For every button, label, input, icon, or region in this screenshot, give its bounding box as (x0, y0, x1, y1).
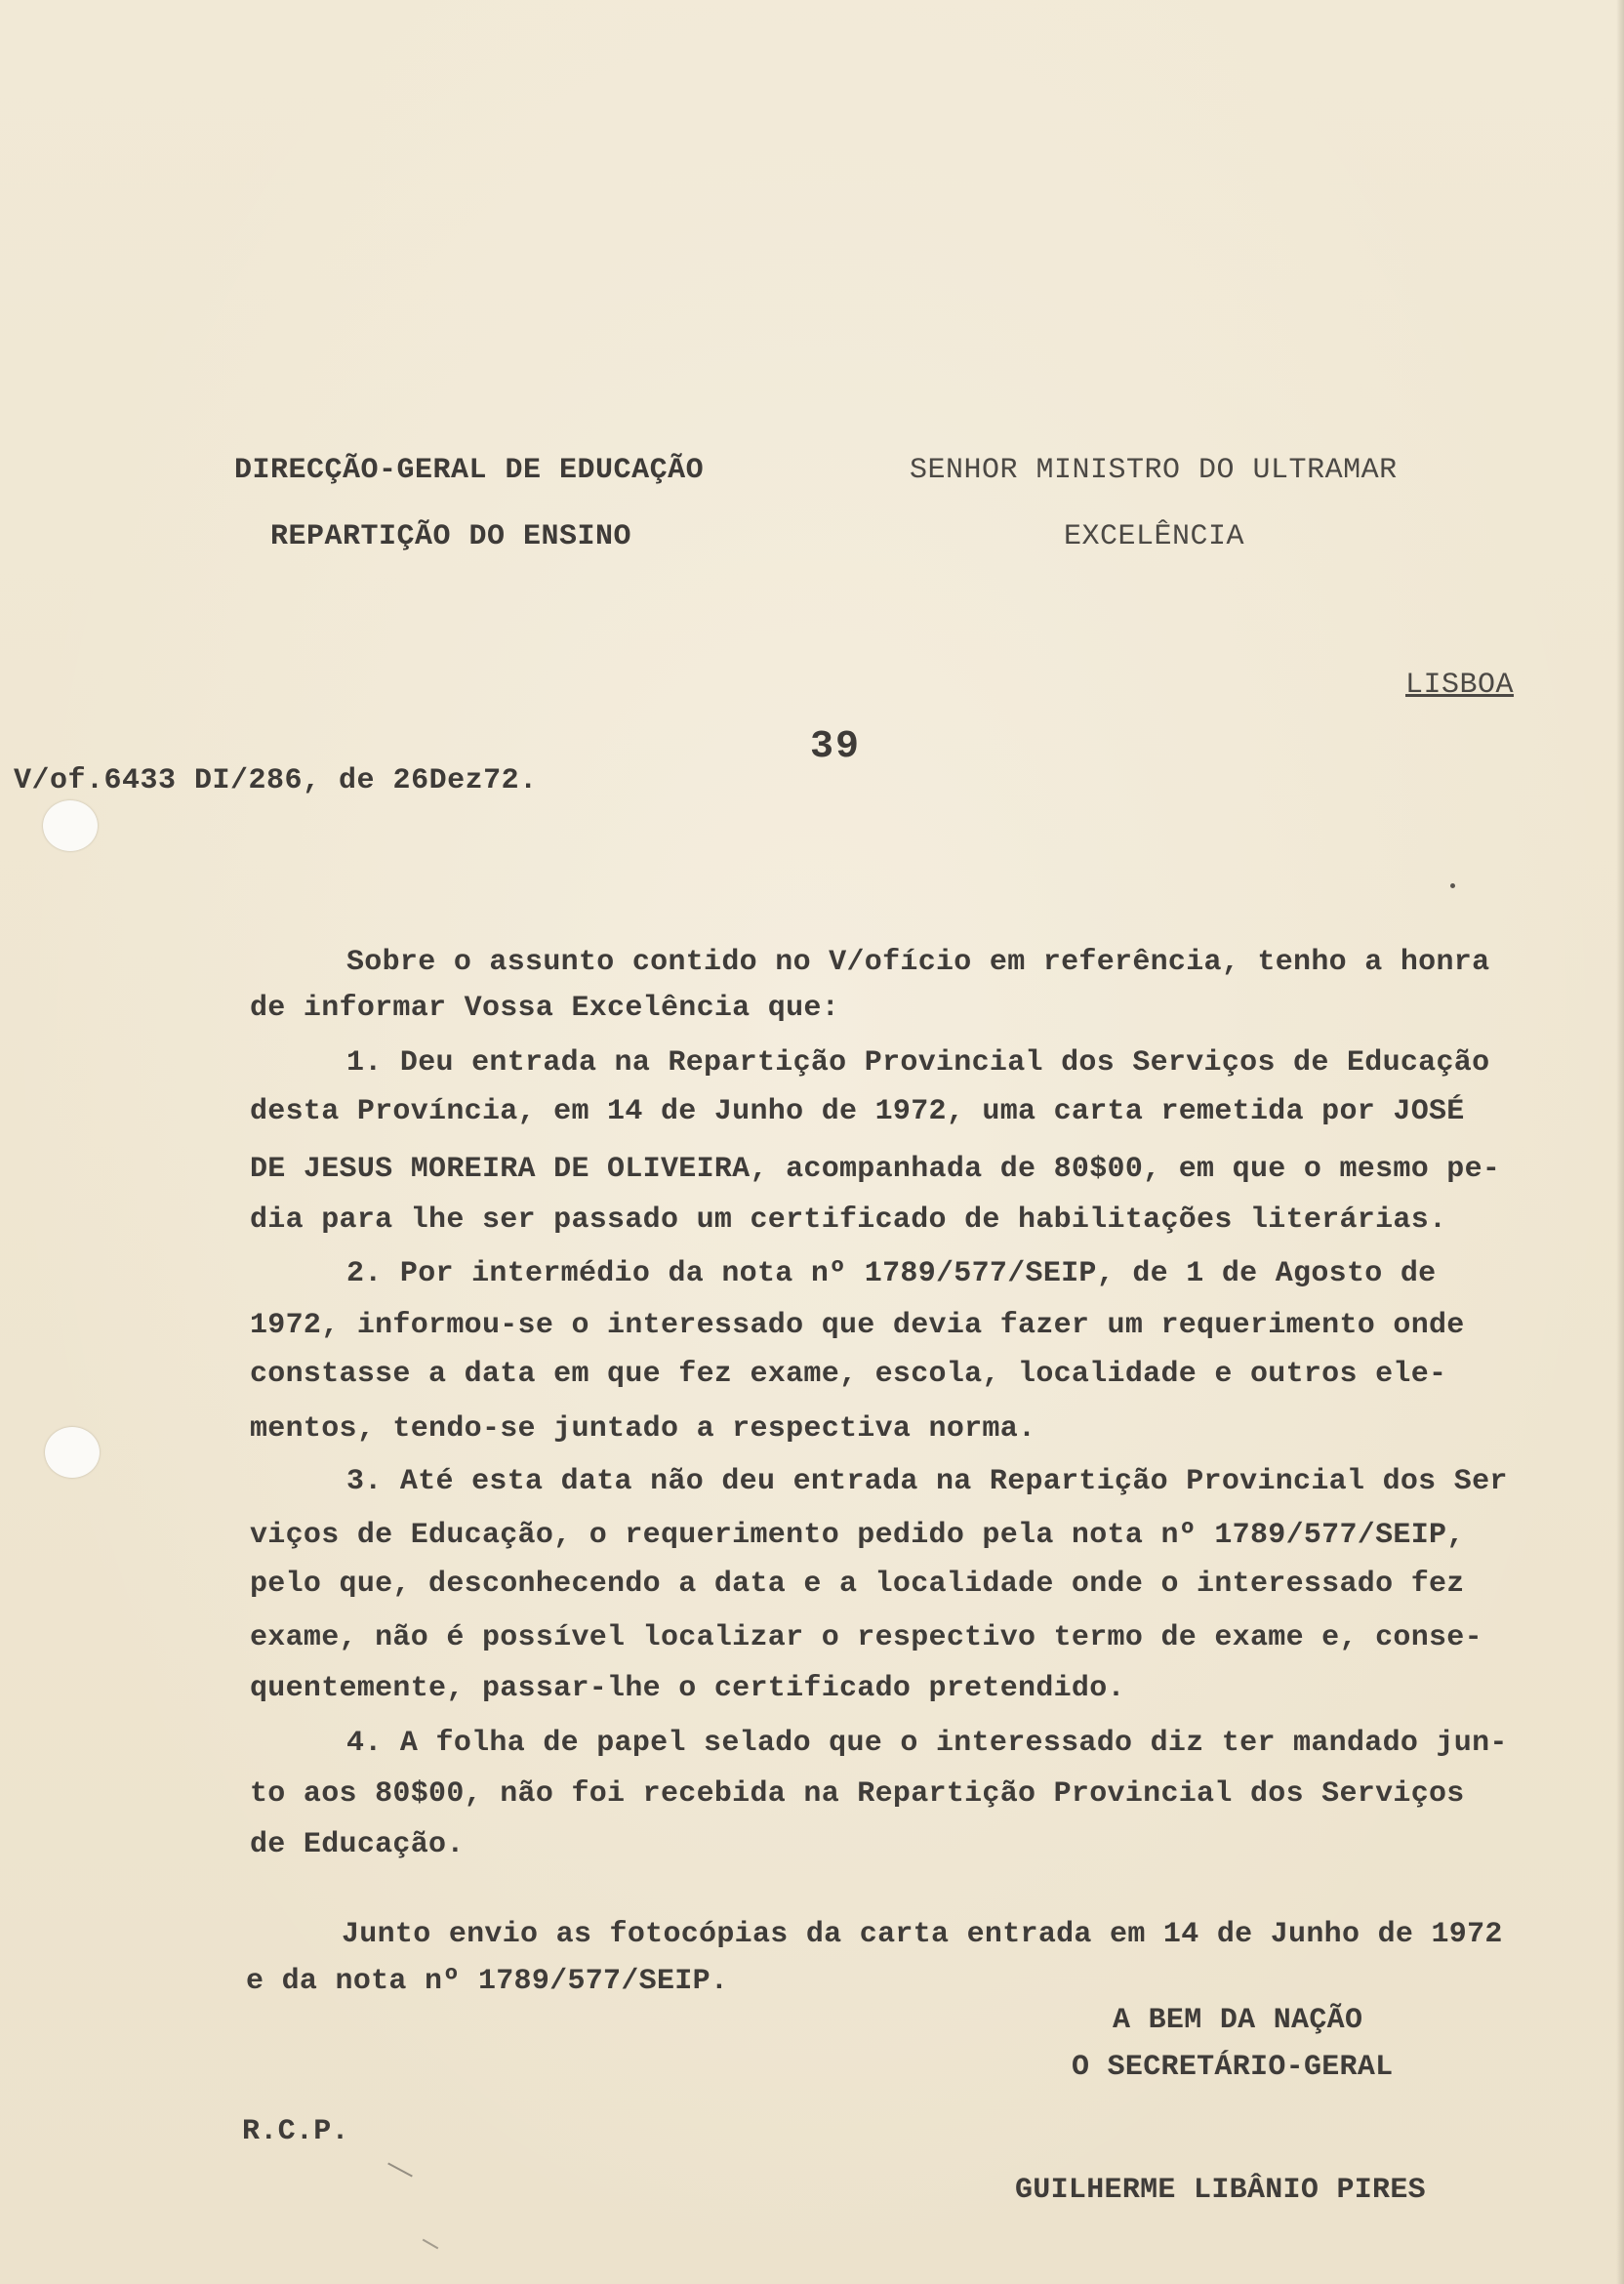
body-line: 3. Até esta data não deu entrada na Repartição Provincial dos Ser (346, 1465, 1508, 1498)
body-line: quentemente, passar-lhe o certificado pretendido. (250, 1672, 1125, 1705)
body-line: DE JESUS MOREIRA DE OLIVEIRA, acompanhada de 80$00, em que o mesmo pe- (250, 1153, 1501, 1186)
body-line: 1. Deu entrada na Repartição Provincial dos Serviços de Educação (346, 1046, 1490, 1080)
typist-initials: R.C.P. (242, 2115, 349, 2148)
body-line: 1972, informou-se o interessado que devia fazer um requerimento onde (250, 1309, 1465, 1342)
page-edge-shadow (1616, 0, 1624, 2284)
ink-stroke (423, 2239, 439, 2250)
body-line: pelo que, desconhecendo a data e a localidade onde o interessado fez (250, 1568, 1465, 1601)
body-line: desta Província, em 14 de Junho de 1972, uma carta remetida por JOSÉ (250, 1095, 1465, 1128)
recipient-place: LISBOA (1405, 669, 1515, 702)
body-line: exame, não é possível localizar o respectivo termo de exame e, conse- (250, 1621, 1482, 1654)
body-line: de Educação. (250, 1828, 465, 1861)
ink-stroke (387, 2163, 413, 2178)
body-line: mentos, tendo-se juntado a respectiva norma. (250, 1412, 1036, 1446)
body-line: constasse a data em que fez exame, escola, localidade e outros ele- (250, 1358, 1447, 1391)
body-line: to aos 80$00, não foi recebida na Repartição Provincial dos Serviços (250, 1777, 1465, 1811)
salutation: A BEM DA NAÇÃO (1113, 2004, 1363, 2037)
closing-line: Junto envio as fotocópias da carta entrada em 14 de Junho de 1972 (342, 1918, 1503, 1951)
punch-hole (43, 800, 98, 851)
punch-hole (45, 1427, 100, 1478)
reference-line: V/of.6433 DI/286, de 26Dez72. (14, 764, 538, 797)
body-line: Sobre o assunto contido no V/ofício em referência, tenho a honra (346, 946, 1490, 979)
body-line: de informar Vossa Excelência que: (250, 992, 839, 1025)
closing-line: e da nota nº 1789/577/SEIP. (246, 1965, 729, 1998)
body-line: viços de Educação, o requerimento pedido pela nota nº 1789/577/SEIP, (250, 1519, 1465, 1552)
sender-department: DIRECÇÃO-GERAL DE EDUCAÇÃO (234, 454, 705, 487)
recipient-title: SENHOR MINISTRO DO ULTRAMAR (910, 454, 1398, 487)
body-line: 4. A folha de papel selado que o interessado diz ter mandado jun- (346, 1727, 1508, 1760)
signatory-title: O SECRETÁRIO-GERAL (1072, 2051, 1394, 2084)
body-line: dia para lhe ser passado um certificado de habilitações literárias. (250, 1203, 1447, 1237)
ink-speck (1450, 883, 1455, 888)
sender-section: REPARTIÇÃO DO ENSINO (270, 520, 632, 553)
signatory-name: GUILHERME LIBÂNIO PIRES (1015, 2174, 1426, 2207)
page-number: 39 (810, 725, 862, 769)
body-line: 2. Por intermédio da nota nº 1789/577/SEIP, de 1 de Agosto de (346, 1257, 1437, 1290)
recipient-honorific: EXCELÊNCIA (1064, 520, 1245, 553)
